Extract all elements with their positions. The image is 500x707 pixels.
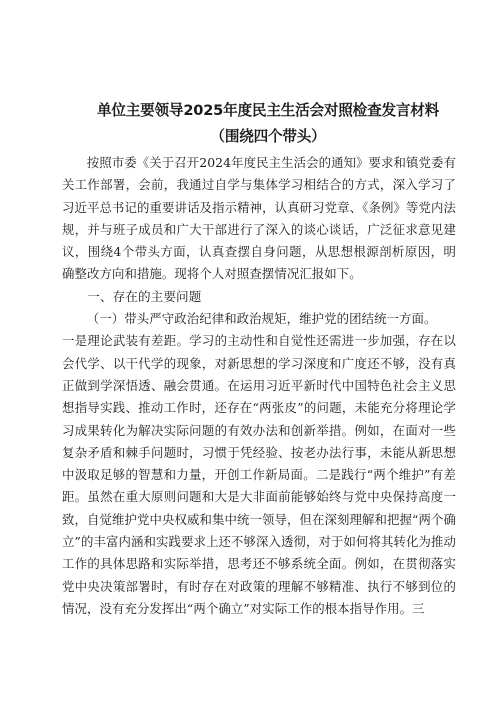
- document-body: [62, 152, 456, 620]
- subsection-paragraph: 一是理论武装有差距。学习的主动性和自觉性还需进一步加强，存在以会代学、以干代学的现象，对新思想的学习深度和广度还不够，没有真正做到学深悟透、融会贯通。在运用习近平新时代中国特色社会主义思想指导实践、推动工作时，还存在“两张皮”的问题，未能充分将理论学习成果转化为解决实际问题的有效办法和创新举措。例如，在面对一些复杂矛盾和棘手问题时，习惯于凭经验、按老办法行事，未能从新思想中汲取足够的智慧和力量，开创工作新局面。二是践行“两个维护”有差距。虽然在重大原则问题和大是大非面前能够始终与党中央保持高度一致，自觉维护党中央权威和集中统一领导，但在深刻理解和把握“两个确立”的丰富内涵和实践要求上还不够深入透彻，对于如何将其转化为推动工作的具体思路和实际举措，思考还不够系统全面。例如，在贯彻落实党中央决策部署时，有时存在对政策的理解不够精准、执行不够到位的情况，没有充分发挥出“两个确立”对实际工作的根本指导作用。三: [62, 333, 456, 616]
- subsection-heading: （一）带头严守政治纪律和政治规矩，维护党的团结统一方面。: [86, 311, 437, 327]
- section-heading: 一、存在的主要问题: [87, 288, 202, 304]
- document-title: 单位主要领导2025年度民主生活会对照检查发言材料（围绕四个带头）: [96, 102, 440, 145]
- intro-paragraph: 按照市委《关于召开2024年度民主生活会的通知》要求和镇党委有关工作部署，会前，我通过自学与集体学习相结合的方式，深入学习了习近平总书记的重要讲话及指示精神，认真研习党章、《条例》等党内法规，并与班子成员和广大干部进行了深入的谈心谈话，广泛征求意见建议，围绕4个带头方面，认真查摆自身问题，从思想根源剖析原因，明确整改方向和措施。现将个人对照查摆情况汇报如下。: [62, 155, 456, 282]
